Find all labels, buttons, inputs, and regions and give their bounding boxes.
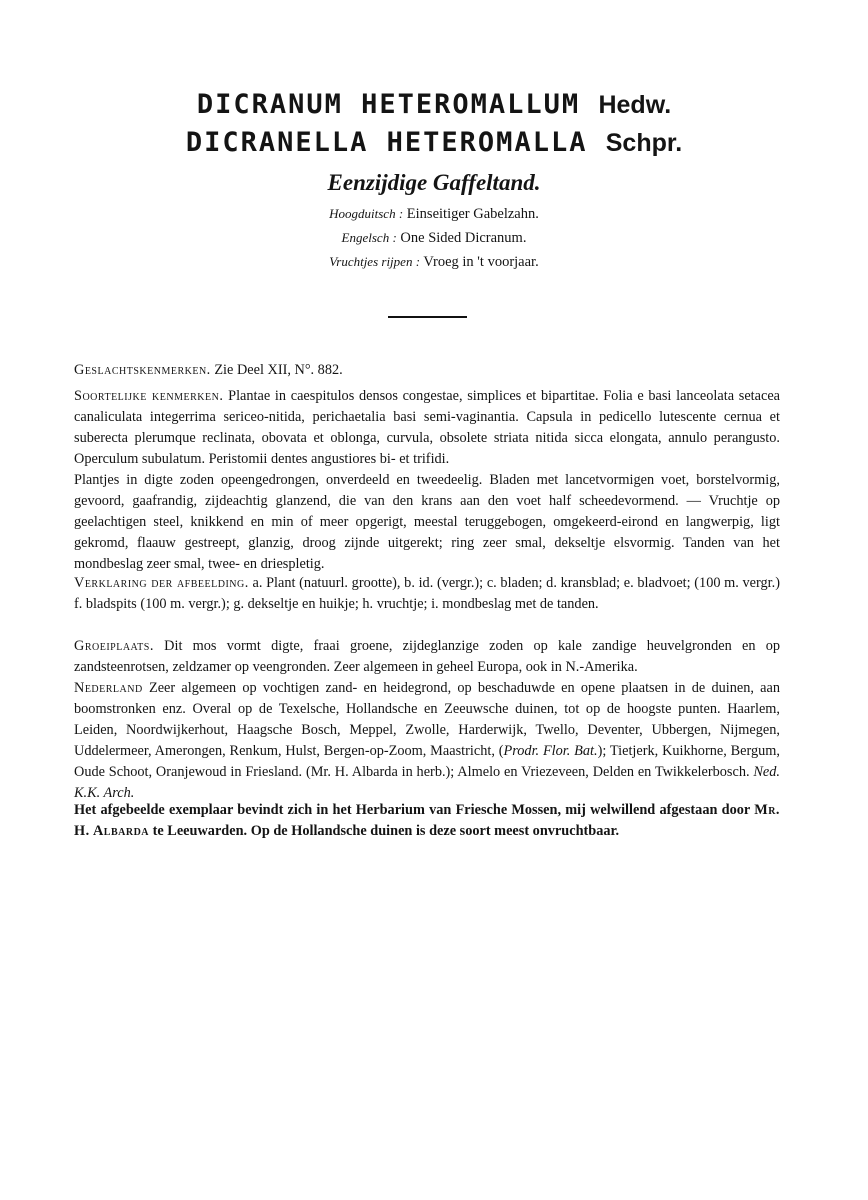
section-divider — [388, 316, 467, 318]
paragraph-verklaring — [74, 573, 780, 615]
geslacht-label: Geslachtskenmerken. — [74, 362, 211, 378]
paragraph-groeiplaats — [74, 636, 780, 678]
afgeb-text-2: te Leeuwarden. Op de Hollandsche duinen is deze soort meest onvruchtbaar. — [152, 823, 620, 839]
ned-ref-2: Ned. K.K. Arch. — [74, 764, 780, 801]
groei-text: Dit mos vormt digte, fraai groene, zijdeglanzige zoden op kale zandige heuvelgronden en op zandsteenrotsen, zeldzamer op veengronden. Zeer algemeen in geheel Europa, ook in N.-Amerika. — [74, 638, 780, 675]
english-name-line — [0, 228, 868, 248]
afgeb-name: Mr. H. Albarda — [74, 802, 780, 839]
english-label: Engelsch : — [341, 230, 397, 245]
dutch-name: Eenzijdige Gaffeltand. — [327, 170, 541, 195]
german-label: Hoogduitsch : — [329, 206, 404, 221]
ned-ref-1: Prodr. Flor. Bat. — [503, 743, 598, 759]
title-line-1 — [0, 88, 868, 122]
paragraph-nederland — [74, 678, 780, 804]
verkl-text: a. Plant (natuurl. grootte), b. id. (vergr.); c. bladen; d. kransblad; e. bladvoet; (100 m. vergr.) f. bladspits (100 m. vergr.); g. dekseltje en huikje; h. vruchtje; i. mondbeslag met de tanden. — [74, 575, 780, 612]
paragraph-plant-description — [74, 470, 780, 575]
author-2: Schpr. — [605, 129, 683, 157]
soort-text: Plantae in caespitulos densos congestae, simplices et bipartitae. Folia e basi lanceolata setacea canaliculata integerrima sericeo-nitida, perichaetalia basi semi-vaginantia. Capsula in pedicello lutescente cernua et suberecta plerumque reclinata, obovata et oblonga, curvula, obsolete striata nitida sicca elongata, annulo perangusto. Operculum subulatum. Peristomii dentes angustiores bi- et trifidi. — [74, 388, 781, 467]
afgeb-text-1: Het afgebeelde exemplaar bevindt zich in het Herbarium van Friesche Mossen, mij welwillend afgestaan door — [74, 802, 750, 818]
ripen-label: Vruchtjes rijpen : — [329, 254, 421, 269]
ned-text-1: Zeer algemeen op vochtigen zand- en heidegrond, op beschaduwde en opene plaatsen in de duinen, aan boomstronken enz. Overal op de Texelsche, Hollandsche en Zeeuwsche duinen, tot op de hoogste punten. Haarlem, Leiden, Noordwijkerhout, Haagsche Bosch, Meppel, Zwolle, Harderwijk, Twello, Deventer, Ubbergen, Nijmegen, Uddelermeer, Amerongen, Renkum, Hulst, Bergen-op-Zoom, Maastricht, ( — [74, 680, 781, 759]
german-value: Einseitiger Gabelzahn. — [406, 206, 539, 222]
latin-name-2: DICRANELLA HETEROMALLA — [185, 127, 588, 158]
ned-text-2: ); Tietjerk, Kuikhorne, Bergum, Oude Schoot, Oranjewoud in Friesland. (Mr. H. Albarda in herb.); Almelo en Vriezeveen, Delden en Twikkelerbosch. — [74, 743, 780, 780]
paragraph-geslachtskenmerken — [74, 360, 780, 381]
ripen-value: Vroeg in 't voorjaar. — [423, 254, 539, 270]
soort-label: Soortelijke kenmerken. — [74, 388, 224, 404]
verkl-label: Verklaring der afbeelding. — [74, 575, 249, 591]
ripen-line — [0, 252, 868, 272]
latin-name-1: DICRANUM HETEROMALLUM — [196, 89, 581, 120]
english-value: One Sided Dicranum. — [400, 230, 527, 246]
author-1: Hedw. — [598, 91, 672, 119]
paragraph-afgebeelde-exemplaar — [74, 800, 780, 842]
german-name-line — [0, 204, 868, 224]
paragraph-soortelijke-kenmerken — [74, 386, 780, 470]
groei-label: Groeiplaats. — [74, 638, 154, 654]
geslacht-text: Zie Deel XII, N°. 882. — [214, 362, 343, 378]
plant-text: Plantjes in digte zoden opeengedrongen, onverdeeld en tweedeelig. Bladen met lancetvormigen voet, borstelvormig, gevoord, gaafrandig, zijdeachtig glanzend, die van den krans aan den voet half scheedevormend. — Vruchtje op geelachtigen steel, knikkend en min of meer opgerigt, meestal teruggebogen, omgekeerd-eirond en langwerpig, ligt gekromd, flaauw gestreept, glanzig, droog zijnde uitgerekt; ring zeer smal, dekseltje elsvormig. Tanden van het mondbeslag zeer smal, twee- en driespletig. — [74, 472, 780, 572]
title-line-2 — [0, 126, 868, 160]
ned-label: Nederland — [74, 680, 143, 696]
